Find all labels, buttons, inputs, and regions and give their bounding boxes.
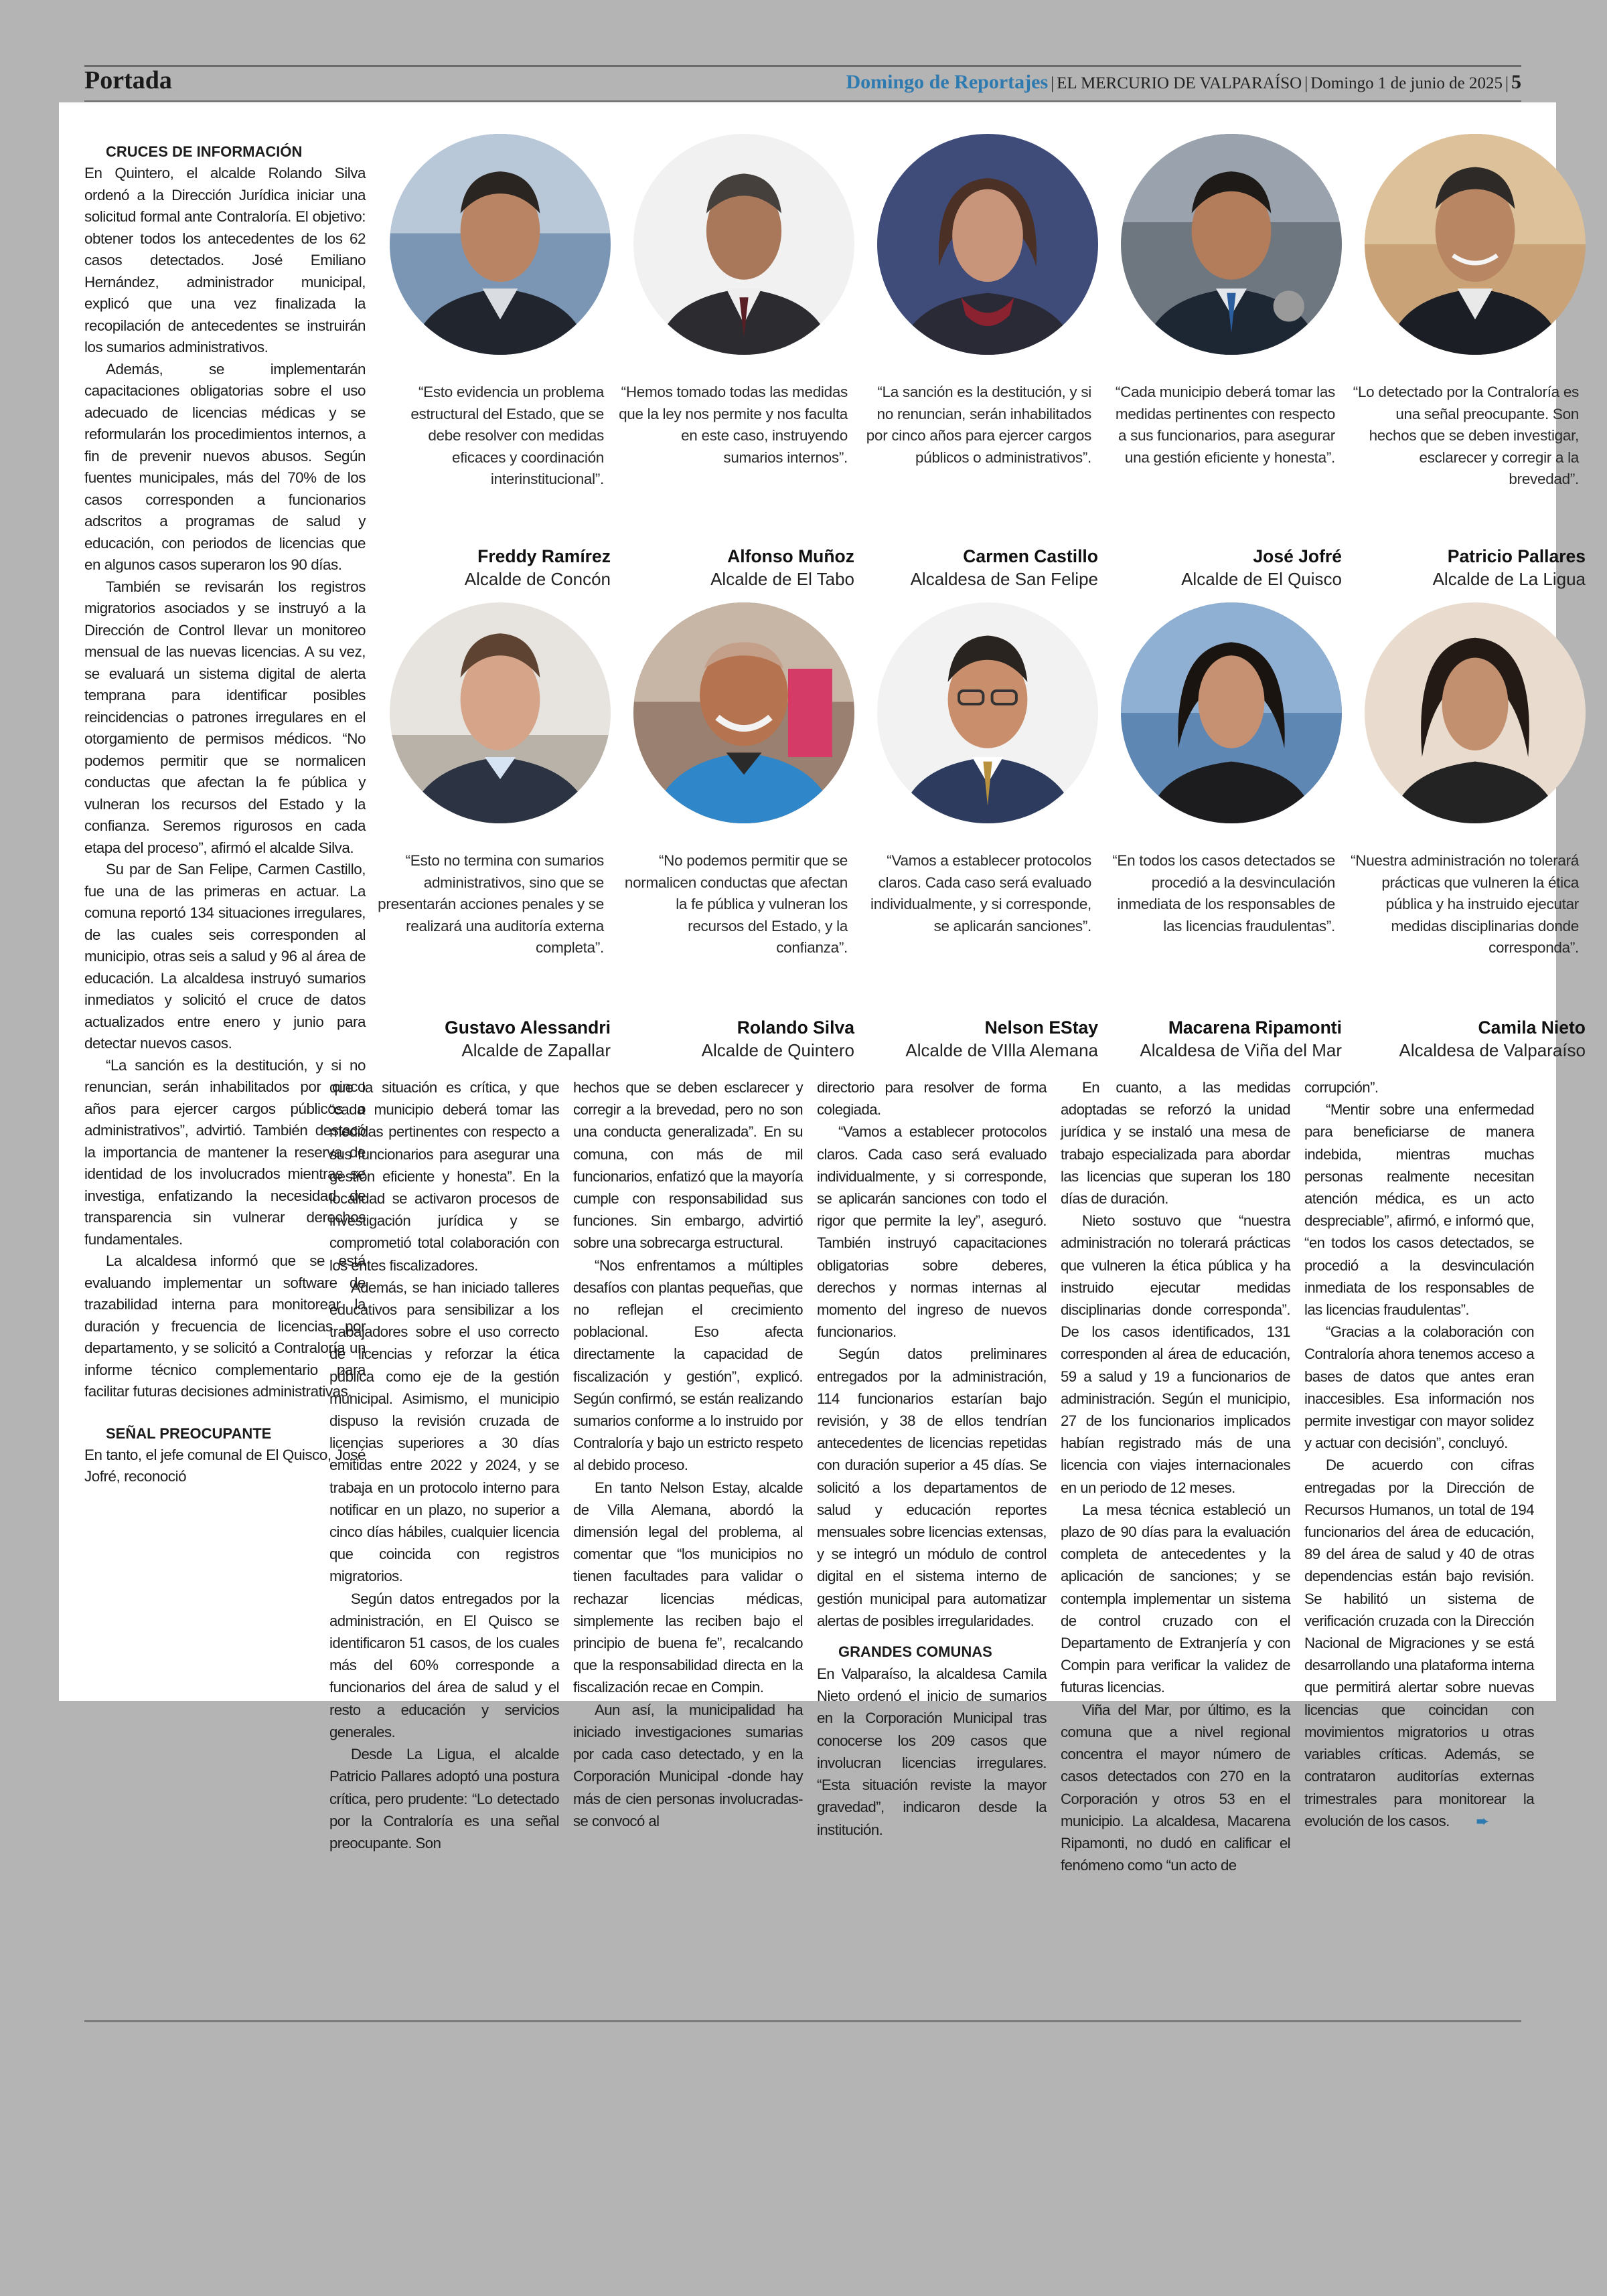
official-quote: “No podemos permitir que se normalicen conductas que afectan la fe pública y vulneran los recursos del Estado, y la confianza”. xyxy=(624,852,848,956)
official-quote: “Vamos a establecer protocolos claros. Cada caso será evaluado individualmente, y si corresponde, se aplicarán sanciones”. xyxy=(870,852,1091,934)
sidebar-paragraph: En Quintero, el alcalde Rolando Silva ordenó a la Dirección Jurídica iniciar una solicitud formal ante Contraloría. El objetivo: obtener todos los antecedentes de los 62 casos detectados. José Emiliano Hernández, administrador municipal, explicó que una vez finalizada la recopilación de antecedentes se instruirán los sumarios administrativos. xyxy=(84,165,366,355)
sidebar-paragraph: También se revisarán los registros migratorios asociados y se instruyó a la Dirección de Control llevar un monitoreo mensual de las nuevas licencias. A su vez, se evaluará un sistema digital de alerta temprana para identificar posibles reincidencias o patrones irregulares en el otorgamiento de permisos médicos. “No podemos permitir que se normalicen conductas que afectan la fe pública y vulneran los recursos del Estado y la confianza. Seremos rigurosos en cada etapa del proceso”, afirmó el alcalde Silva. xyxy=(84,578,366,856)
official-quote: “Esto evidencia un problema estructural del Estado, que se debe resolver con medidas eficaces y coordinación interinstitucional”. xyxy=(410,384,604,487)
official-name: Alfonso Muñoz xyxy=(727,546,854,566)
portrait-photo xyxy=(877,602,1098,823)
official-quote: “Cada municipio deberá tomar las medidas pertinentes con respecto a sus funcionarios, para asegurar una gestión eficiente y honesta”. xyxy=(1115,384,1335,466)
article-paragraph: Además, se han iniciado talleres educativos para sensibilizar a los trabajadores sobre el uso correcto de licencias y reforzar la ética pública como eje de la gestión municipal. Asimismo, el municipio dispuso la revisión cruzada de licencias superiores a 30 días emitidas entre 2022 y 2024, y se trabaja en un protocolo interno para notificar en un plazo, no superior a cinco días hábiles, cualquier licencia que coincida con registros migratorios. xyxy=(329,1279,559,1585)
official-role: Alcalde de VIlla Alemana xyxy=(905,1040,1098,1060)
official-role: Alcaldesa de Valparaíso xyxy=(1399,1040,1586,1060)
sidebar-paragraph: Además, se implementarán capacitaciones obligatorias sobre el uso adecuado de licencias médicas y se reformularán los procedimientos internos, a fin de prevenir nuevos abusos. Según fuentes municipales, más del 70% de los casos corresponden a funcionarios adscritos a programas de salud y educación, con periodos de licencias que en algunos casos superaron los 90 días. xyxy=(84,360,366,573)
article-paragraph: corrupción”. xyxy=(1304,1079,1379,1096)
official-name: José Jofré xyxy=(1253,546,1342,566)
official-name: Freddy Ramírez xyxy=(477,546,611,566)
official-quote: “En todos los casos detectados se procedió a la desvinculación inmediata de los responsables de las licencias fraudulentas”. xyxy=(1112,852,1335,934)
article-kicker: GRANDES COMUNAS xyxy=(838,1643,992,1661)
official-name: Macarena Ripamonti xyxy=(1168,1017,1342,1038)
footer-rule xyxy=(84,2020,1521,2022)
article-column-5 xyxy=(1304,1076,1534,1832)
article-paragraph: Aun así, la municipalidad ha iniciado investigaciones sumarias por cada caso detectado, y en la Corporación Municipal -donde hay más de cien personas involucradas- se convocó al xyxy=(573,1701,803,1829)
portrait-photo xyxy=(1121,602,1342,823)
page-number: 5 xyxy=(1511,71,1521,93)
official-role: Alcalde de El Tabo xyxy=(710,569,854,589)
official-name: Patricio Pallares xyxy=(1447,546,1586,566)
article-paragraph: La mesa técnica estableció un plazo de 90 días para la evaluación completa de antecedentes y la aplicación de sanciones; y se contempla implementar un sistema de control cruzado con el Departamento de Extranjería y con Compin para verificar la validez de futuras licencias. xyxy=(1061,1501,1290,1696)
issue-date: Domingo 1 de junio de 2025 xyxy=(1310,74,1503,92)
official-name: Carmen Castillo xyxy=(963,546,1098,566)
article-paragraph: En Valparaíso, la alcaldesa Camila Nieto ordenó el inicio de sumarios en la Corporación Municipal tras conocerse los 209 casos que involucran licencias irregulares. “Esta situación reviste la mayor gravedad”, indicaron desde la institución. xyxy=(817,1665,1047,1838)
article-paragraph: “Mentir sobre una enfermedad para beneficiarse de manera indebida, mientras muchas personas realmente necesitan atención médica, es un acto despreciable”, afirmó, e informó que, “en todos los casos detectados, se procedió a la desvinculación inmediata de los responsables de las licencias fraudulentas”. xyxy=(1304,1101,1534,1319)
article-column-2 xyxy=(573,1076,803,1832)
official-name: Rolando Silva xyxy=(737,1017,854,1038)
official-role: Alcalde de El Quisco xyxy=(1181,569,1342,589)
sidebar-kicker: CRUCES DE INFORMACIÓN xyxy=(106,143,303,160)
article-paragraph: Según datos entregados por la administración, en El Quisco se identificaron 51 casos, de los cuales más del 60% corresponde a funcionarios del área de salud y el resto a educación y servicios generales. xyxy=(329,1590,559,1740)
portrait-photo xyxy=(1121,134,1342,355)
official-quote: “La sanción es la destitución, y si no renuncian, serán inhabilitados por cinco años para ejercer cargos públicos o administrativos”. xyxy=(866,384,1091,466)
masthead: Domingo de Reportajes | EL MERCURIO DE VALPARAÍSO | Domingo 1 de junio de 2025 | 5 xyxy=(846,71,1521,93)
page-header xyxy=(84,64,1521,102)
article-paragraph: En tanto Nelson Estay, alcalde de Villa Alemana, abordó la dimensión legal del problema, al comentar que “los municipios no tienen facultades para validar o rechazar licencias médicas, simplemente las reciben bajo el principio de buena fe”, recalcando que la responsabilidad directa en la fiscalización recae en Compin. xyxy=(573,1479,803,1696)
official-quote: “Hemos tomado todas las medidas que la ley nos permite y nos faculta en este caso, instruyendo sumarios internos”. xyxy=(619,384,848,466)
article-paragraph: “Gracias a la colaboración con Contraloría ahora tenemos acceso a bases de datos que antes eran inaccesibles. Esa información nos permite investigar con mayor solidez y actuar con decisión”, concluyó. xyxy=(1304,1323,1534,1452)
article-paragraph: “Nos enfrentamos a múltiples desafíos con plantas pequeñas, que no reflejan el crecimiento poblacional. Eso afecta directamente la capacidad de fiscalización y gestión”, explicó. Según confirmó, se están realizando sumarios conforme a lo instruido por Contraloría y bajo un estricto respeto al debido proceso. xyxy=(573,1256,803,1474)
portrait-photo xyxy=(1365,602,1586,823)
continue-arrow-icon: ➨ xyxy=(1476,1812,1489,1829)
official-role: Alcalde de La Ligua xyxy=(1432,569,1586,589)
sidebar-paragraph: “La sanción es la destitución, y si no renuncian, serán inhabilitados por cinco años para ejercer cargos públicos o administrativos”, advirtió. También destacó la importancia de mantener la reserva de identidad de los involucrados mientras se investiga, enfatizando la necesidad de transparencia sin vulnerar derechos fundamentales. xyxy=(84,1056,366,1248)
article-paragraph: hechos que se deben esclarecer y corregir a la brevedad, pero no son una conducta generalizada”. En su comuna, con más de mil funcionarios, enfatizó que la mayoría cumple con responsabilidad sus funciones. Sin embargo, advirtió sobre una sobrecarga estructural. xyxy=(573,1079,803,1252)
article-paragraph: Nieto sostuvo que “nuestra administración no tolerará prácticas que vulneren la ética pública y ha instruido ejecutar medidas disciplinarias donde corresponda”. De los casos identificados, 131 corresponden al área de educación, 59 a salud y 19 a funcionarios de administración. Según el municipio, 27 de los funcionarios implicados habían registrado más de una licencia con viajes internacionales en un periodo de 12 meses. xyxy=(1061,1212,1290,1496)
article-paragraph: que la situación es crítica, y que “cada municipio deberá tomar las medidas pertinentes con respecto a sus funcionarios para asegurar una gestión eficiente y honesta”. En la localidad se activaron procesos de investigación jurídica y se comprometió total colaboración con los entes fiscalizadores. xyxy=(329,1079,559,1274)
official-quote: “Lo detectado por la Contraloría es una señal preocupante. Son hechos que se deben investigar, esclarecer y corregir a la brevedad”. xyxy=(1353,384,1579,487)
official-name: Camila Nieto xyxy=(1478,1017,1586,1038)
article-paragraph xyxy=(1304,1454,1534,1831)
article-paragraph: Según datos preliminares entregados por la administración, 114 funcionarios estarían bajo revisión, y 38 de ellos tendrían antecedentes de licencias repetidas con duración superior a 45 días. Se solicitó a los departamentos de salud y educación reportes mensuales sobre licencias extensas, y se integró un módulo de control digital en el sistema interno de gestión municipal para automatizar alertas de posibles irregularidades. xyxy=(817,1345,1047,1629)
portrait-photo xyxy=(877,134,1098,355)
article-paragraph: directorio para resolver de forma colegiada. xyxy=(817,1079,1047,1119)
article-paragraph-text: De acuerdo con cifras entregadas por la Dirección de Recursos Humanos, un total de 194 funcionarios del área de educación, 89 del área de salud y 40 de otras dependencias están bajo revisión. Se habilitó un sistema de verificación cruzada con la Dirección Nacional de Migraciones y se está desarrollando una plataforma interna que permitirá alertar sobre nuevas licencias que coincidan con movimientos migratorios u otras variables críticas. Además, se contrataron auditorías externas trimestrales para monitorear la evolución de los casos. xyxy=(1304,1457,1534,1829)
sidebar-paragraph: Su par de San Felipe, Carmen Castillo, fue una de las primeras en actuar. La comuna reportó 134 situaciones irregulares, de las cuales seis corresponden al municipio, otras seis a salud y 96 al área de educación. La alcaldesa instruyó sumarios inmediatos y solicitó el cruce de datos actualizados entre enero y junio para detectar nuevos casos. xyxy=(84,861,366,1052)
official-name: Gustavo Alessandri xyxy=(445,1017,611,1038)
sidebar-column xyxy=(84,141,366,1488)
official-role: Alcalde de Quintero xyxy=(701,1040,854,1060)
article-column-3 xyxy=(817,1076,1047,1841)
supplement-name: Domingo de Reportajes xyxy=(846,71,1049,93)
article-paragraph: “Vamos a establecer protocolos claros. Cada caso será evaluado individualmente, y si corresponde, se aplicarán sanciones con todo el rigor que permite la ley”, aseguró. También instruyó capacitaciones obligatorias sobre deberes, derechos y normas internas al momento del ingreso de nuevos funcionarios. xyxy=(817,1123,1047,1341)
official-quote: “Esto no termina con sumarios administrativos, sino que se presentarán acciones penales y se realizará una auditoría externa completa”. xyxy=(378,852,604,956)
article-paragraph: Desde La Ligua, el alcalde Patricio Pallares adoptó una postura crítica, pero prudente: “Lo detectado por la Contraloría es una señal preocupante. Son xyxy=(329,1746,559,1852)
article-column-1 xyxy=(329,1076,559,1854)
newspaper-name: EL MERCURIO DE VALPARAÍSO xyxy=(1057,74,1302,92)
article-paragraph: Viña del Mar, por último, es la comuna que a nivel regional concentra el mayor número de casos detectados con 270 en la Corporación y otros 53 en el municipio. La alcaldesa, Macarena Ripamonti, no dudó en calificar el fenómeno como “un acto de xyxy=(1061,1701,1290,1874)
portrait-photo xyxy=(633,602,854,823)
official-role: Alcalde de Zapallar xyxy=(461,1040,611,1060)
newspaper-page xyxy=(59,102,1586,1874)
sidebar-paragraph: La alcaldesa informó que se está evaluando implementar un software de trazabilidad interna para monitorear la duración y frecuencia de licencias por departamento, y se solicitó a Contraloría un informe técnico complementario para facilitar futuras decisiones administrativas. xyxy=(84,1252,366,1400)
section-label: Portada xyxy=(84,66,172,94)
header-rule-bottom xyxy=(84,100,1521,102)
sidebar-paragraph: En tanto, el jefe comunal de El Quisco, José Jofré, reconoció xyxy=(84,1446,366,1485)
article-paragraph: En cuanto, a las medidas adoptadas se reforzó la unidad jurídica y se instaló una mesa de trabajo especializada para abordar las licencias que superan los 180 días de duración. xyxy=(1061,1079,1290,1208)
official-role: Alcaldesa de San Felipe xyxy=(910,569,1098,589)
official-name: Nelson EStay xyxy=(984,1017,1098,1038)
portrait-photo xyxy=(390,134,611,355)
portrait-photo xyxy=(390,602,611,823)
portrait-photo xyxy=(633,134,854,355)
portrait-photo xyxy=(1365,134,1586,355)
official-role: Alcaldesa de Viña del Mar xyxy=(1140,1040,1342,1060)
official-role: Alcalde de Concón xyxy=(464,569,611,589)
official-quote: “Nuestra administración no tolerará prácticas que vulneren la ética pública y ha instruido ejecutar medidas disciplinarias donde corresponda”. xyxy=(1351,852,1579,956)
sidebar-kicker: SEÑAL PREOCUPANTE xyxy=(106,1424,272,1442)
article-column-4 xyxy=(1061,1076,1290,1876)
